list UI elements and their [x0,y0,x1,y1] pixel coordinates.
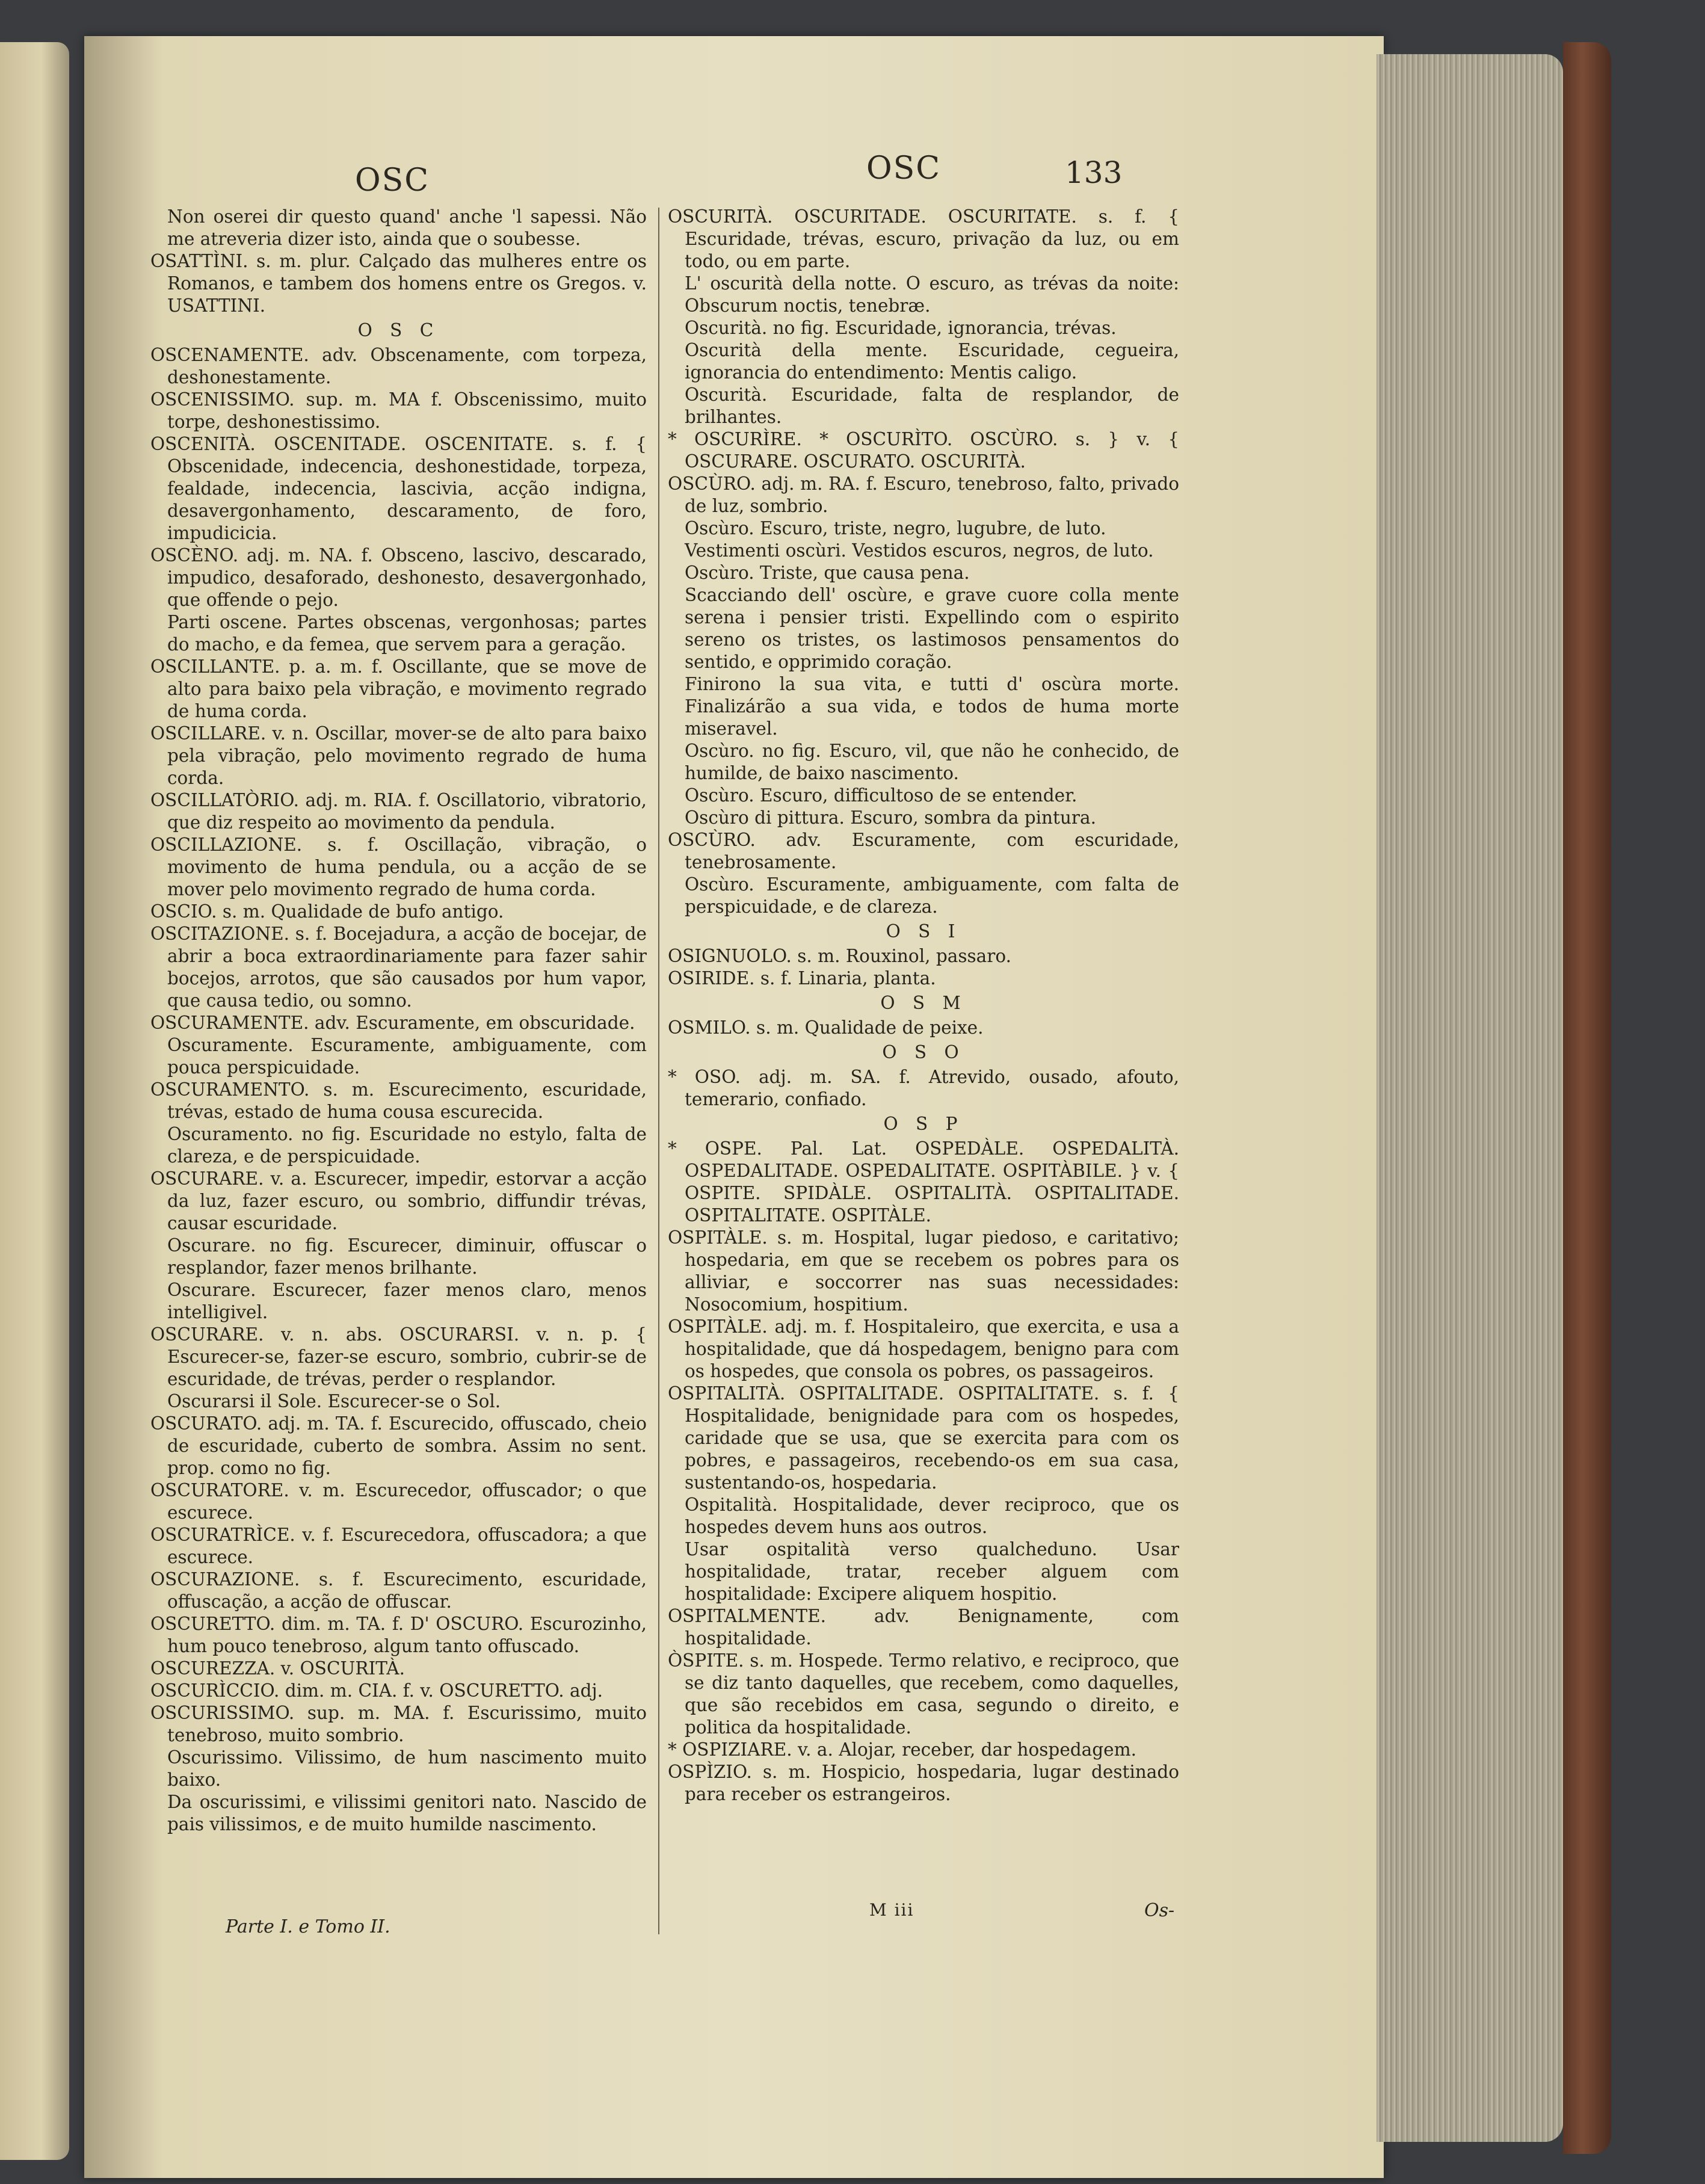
dictionary-entry: OSPÌZIO. s. m. Hospicio, hospedaria, lugar destinado para receber os estrangeiros. [668,1762,1179,1804]
dictionary-entry: ÒSPITE. s. m. Hospede. Termo relativo, e reciproco, que se diz tanto daquelles, que recebem, como daquelles, que são recebidos em casa, segundo o direito, e politica da hospitalidade. [668,1650,1179,1738]
sub-entry: Oscùro. Escuramente, ambiguamente, com falta de perspicuidade, e de clareza. [685,874,1179,917]
dictionary-entry: OSIRIDE. s. f. Linaria, planta. [668,968,936,989]
dictionary-entry: OSCURITÀ. OSCURITADE. OSCURITATE. s. f. { Escuridade, trévas, escuro, privação da luz, ou em todo, ou em parte. [668,206,1179,271]
sub-entry: Oscurarsi il Sole. Escurecer-se o Sol. [167,1391,501,1411]
catchword: Os- [1144,1900,1175,1921]
sub-entry: Parti oscene. Partes obscenas, vergonhosas; partes do macho, e da femea, que servem para a geração. [167,612,647,655]
sub-entry: Oscurare. Escurecer, fazer menos claro, menos intelligivel. [167,1280,647,1322]
dictionary-entry: OSCÙRO. adj. m. RA. f. Escuro, tenebroso, falto, privado de luz, sombrio. [668,474,1179,516]
sub-entry: Oscurissimo. Vilissimo, de hum nascimento muito baixo. [167,1747,647,1790]
dictionary-entry: OSCENITÀ. OSCENITADE. OSCENITATE. s. f. { Obscenidade, indecencia, deshonestidade, torpeza, fealdade, indecencia, lascivia, acção indigna, desavergonhamento, descaramento, de foro, impudicicia. [150,434,647,543]
sub-entry: Non oserei dir questo quand' anche 'l sapessi. Não me atreveria dizer isto, ainda que o soubesse. [167,206,647,249]
dictionary-entry: * OSO. adj. m. SA. f. Atrevido, ousado, afouto, temerario, confiado. [668,1067,1179,1109]
page-number: 133 [1065,155,1123,190]
sub-entry: Usar ospitalità verso qualcheduno. Usar hospitalidade, tratar, receber alguem com hospitalidade: Excipere aliquem hospitio. [685,1539,1179,1604]
dictionary-entry: OSCURETTO. dim. m. TA. f. D' OSCURO. Escurozinho, hum pouco tenebroso, algum tanto offuscado. [150,1614,647,1656]
page-block-edges [1377,54,1563,2142]
sub-entry: Oscuramente. Escuramente, ambiguamente, com pouca perspicuidade. [167,1035,647,1078]
dictionary-entry: OSCURÌCCIO. dim. m. CIA. f. v. OSCURETTO. adj. [150,1680,603,1701]
sub-entry: Oscuramento. no fig. Escuridade no estylo, falta de clareza, e de perspicuidade. [167,1124,647,1167]
dictionary-entry: OSPITALITÀ. OSPITALITADE. OSPITALITATE. s. f. { Hospitalidade, benignidade para com os hospedes, caridade que se usa, que se exercita para com os pobres, e passageiros, recebendo-os em sua casa, sustentando-os, hospedaria. [668,1383,1179,1493]
signature-mark: M iii [869,1900,914,1920]
dictionary-entry: OSCILLANTE. p. a. m. f. Oscillante, que se move de alto para baixo pela vibração, e movimento regrado de huma corda. [150,656,647,721]
dictionary-entry: OSPITÀLE. adj. m. f. Hospitaleiro, que exercita, e usa a hospitalidade, que dá hospedagem, benigno para com os hospedes, que consola os pobres, os passageiros. [668,1316,1179,1381]
column-divider [658,208,659,1934]
dictionary-entry: OSCURAZIONE. s. f. Escurecimento, escuridade, offuscação, a acção de offuscar. [150,1569,647,1612]
dictionary-entry: OSCENISSIMO. sup. m. MA f. Obscenissimo, muito torpe, deshonestissimo. [150,389,647,432]
sub-entry: Vestimenti oscùri. Vestidos escuros, negros, de luto. [685,540,1154,561]
sub-entry: Oscùro di pittura. Escuro, sombra da pintura. [685,807,1096,828]
dictionary-entry: OSCURARE. v. n. abs. OSCURARSI. v. n. p. { Escurecer-se, fazer-se escuro, sombrio, cubrir-se de escuridade, de trévas, perder o resplandor. [150,1324,647,1389]
sub-entry: Oscurità della mente. Escuridade, cegueira, ignorancia do entendimento: Mentis caligo. [685,340,1179,383]
dictionary-entry: OSCENAMENTE. adv. Obscenamente, com torpeza, deshonestamente. [150,345,647,387]
section-heading: O S M [880,993,967,1013]
dictionary-entry: OSCURISSIMO. sup. m. MA. f. Escurissimo, muito tenebroso, muito sombrio. [150,1703,647,1745]
right-running-head: OSC [866,150,942,187]
sub-entry: Oscurare. no fig. Escurecer, diminuir, offuscar o resplandor, fazer menos brilhante. [167,1235,647,1278]
dictionary-entry: OSIGNUOLO. s. m. Rouxinol, passaro. [668,946,1011,966]
dictionary-entry: OSCILLATÒRIO. adj. m. RIA. f. Oscillatorio, vibratorio, que diz respeito ao movimento da pendula. [150,790,647,833]
dictionary-entry: OSPITÀLE. s. m. Hospital, lugar piedoso, e caritativo; hospedaria, em que se recebem os pobres para os alliviar, e soccorrer nas suas necessidades: Nosocomium, hospitium. [668,1227,1179,1315]
left-column [150,206,647,1836]
section-heading: O S O [882,1042,965,1063]
dictionary-entry: * OSPE. Pal. Lat. OSPEDÀLE. OSPEDALITÀ. OSPEDALITADE. OSPEDALITATE. OSPITÀBILE. } v. { OSPITE. SPIDÀLE. OSPITALITÀ. OSPITALITADE. OSPITALITATE. OSPITÀLE. [668,1138,1179,1226]
dictionary-entry: * OSCURÌRE. * OSCURÌTO. OSCÙRO. s. } v. { OSCURARE. OSCURATO. OSCURITÀ. [668,429,1179,472]
section-heading: O S I [886,921,961,942]
dictionary-entry: OSCÙRO. adv. Escuramente, com escuridade, tenebrosamente. [668,830,1179,872]
left-page-edge [0,42,69,2160]
dictionary-entry: OSCURATORE. v. m. Escurecedor, offuscador; o que escurece. [150,1480,647,1523]
dictionary-entry: OSCÈNO. adj. m. NA. f. Obsceno, lascivo, descarado, impudico, desaforado, deshonesto, desavergonhado, que offende o pejo. [150,545,647,610]
dictionary-entry: OSCIO. s. m. Qualidade de bufo antigo. [150,901,504,922]
right-column [668,206,1179,1806]
sub-entry: Scacciando dell' oscùre, e grave cuore colla mente serena i pensier tristi. Expellindo com o espirito sereno os tristes, os lastimosos pensamentos do sentido, e opprimido coração. [685,585,1179,672]
dictionary-entry: OSMILO. s. m. Qualidade de peixe. [668,1017,984,1038]
dictionary-entry: OSCURATRÌCE. v. f. Escurecedora, offuscadora; a que escurece. [150,1525,647,1567]
section-heading: O S C [357,320,440,341]
dictionary-entry: OSCURARE. v. a. Escurecer, impedir, estorvar a acção da luz, fazer escuro, ou sombrio, diffundir trévas, causar escuridade. [150,1168,647,1233]
sub-entry: Oscùro. Escuro, triste, negro, lugubre, de luto. [685,518,1106,538]
dictionary-entry: OSPITALMENTE. adv. Benignamente, com hospitalidade. [668,1606,1179,1649]
sub-entry: Oscurità. no fig. Escuridade, ignorancia, trévas. [685,318,1117,338]
sub-entry: Finirono la sua vita, e tutti d' oscùra morte. Finalizárão a sua vida, e todos de huma morte miseravel. [685,674,1179,739]
dictionary-entry: OSCURATO. adj. m. TA. f. Escurecido, offuscado, cheio de escuridade, cuberto de sombra. Assim no sent. prop. como no fig. [150,1413,647,1478]
dictionary-entry: OSCILLAZIONE. s. f. Oscillação, vibração, o movimento de huma pendula, ou a acção de se mover pelo movimento regrado de huma corda. [150,834,647,899]
sub-entry: Ospitalità. Hospitalidade, dever reciproco, que os hospedes devem huns aos outros. [685,1495,1179,1537]
left-running-head: OSC [355,162,430,199]
sub-entry: Oscurità. Escuridade, falta de resplandor, de brilhantes. [685,384,1179,427]
section-heading: O S P [883,1114,964,1134]
dictionary-entry: OSCURAMENTO. s. m. Escurecimento, escuridade, trévas, estado de huma cousa escurecida. [150,1079,647,1122]
sub-entry: Oscùro. Escuro, difficultoso de se entender. [685,785,1078,806]
dictionary-entry: OSCITAZIONE. s. f. Bocejadura, a acção de bocejar, de abrir a boca extraordinariamente para fazer sahir bocejos, arrotos, que são causados por hum vapor, que causa tedio, ou somno. [150,924,647,1011]
book-cover [1563,42,1611,2154]
sub-entry: Oscùro. no fig. Escuro, vil, que não he conhecido, de humilde, de baixo nascimento. [685,741,1179,783]
dictionary-entry: * OSPIZIARE. v. a. Alojar, receber, dar hospedagem. [668,1739,1136,1760]
sub-entry: L' oscurità della notte. O escuro, as trévas da noite: Obscurum noctis, tenebræ. [685,273,1179,316]
sub-entry: Da oscurissimi, e vilissimi genitori nato. Nascido de pais vilissimos, e de muito humilde nascimento. [167,1792,647,1834]
dictionary-entry: OSCUREZZA. v. OSCURITÀ. [150,1658,405,1679]
dictionary-entry: OSATTÌNI. s. m. plur. Calçado das mulheres entre os Romanos, e tambem dos homens entre os Gregos. v. USATTINI. [150,251,647,316]
sub-entry: Oscùro. Triste, que causa pena. [685,563,970,583]
volume-note: Parte I. e Tomo II. [226,1916,390,1937]
dictionary-entry: OSCILLARE. v. n. Oscillar, mover-se de alto para baixo pela vibração, pelo movimento regrado de huma corda. [150,723,647,788]
dictionary-entry: OSCURAMENTE. adv. Escuramente, em obscuridade. [150,1013,635,1033]
